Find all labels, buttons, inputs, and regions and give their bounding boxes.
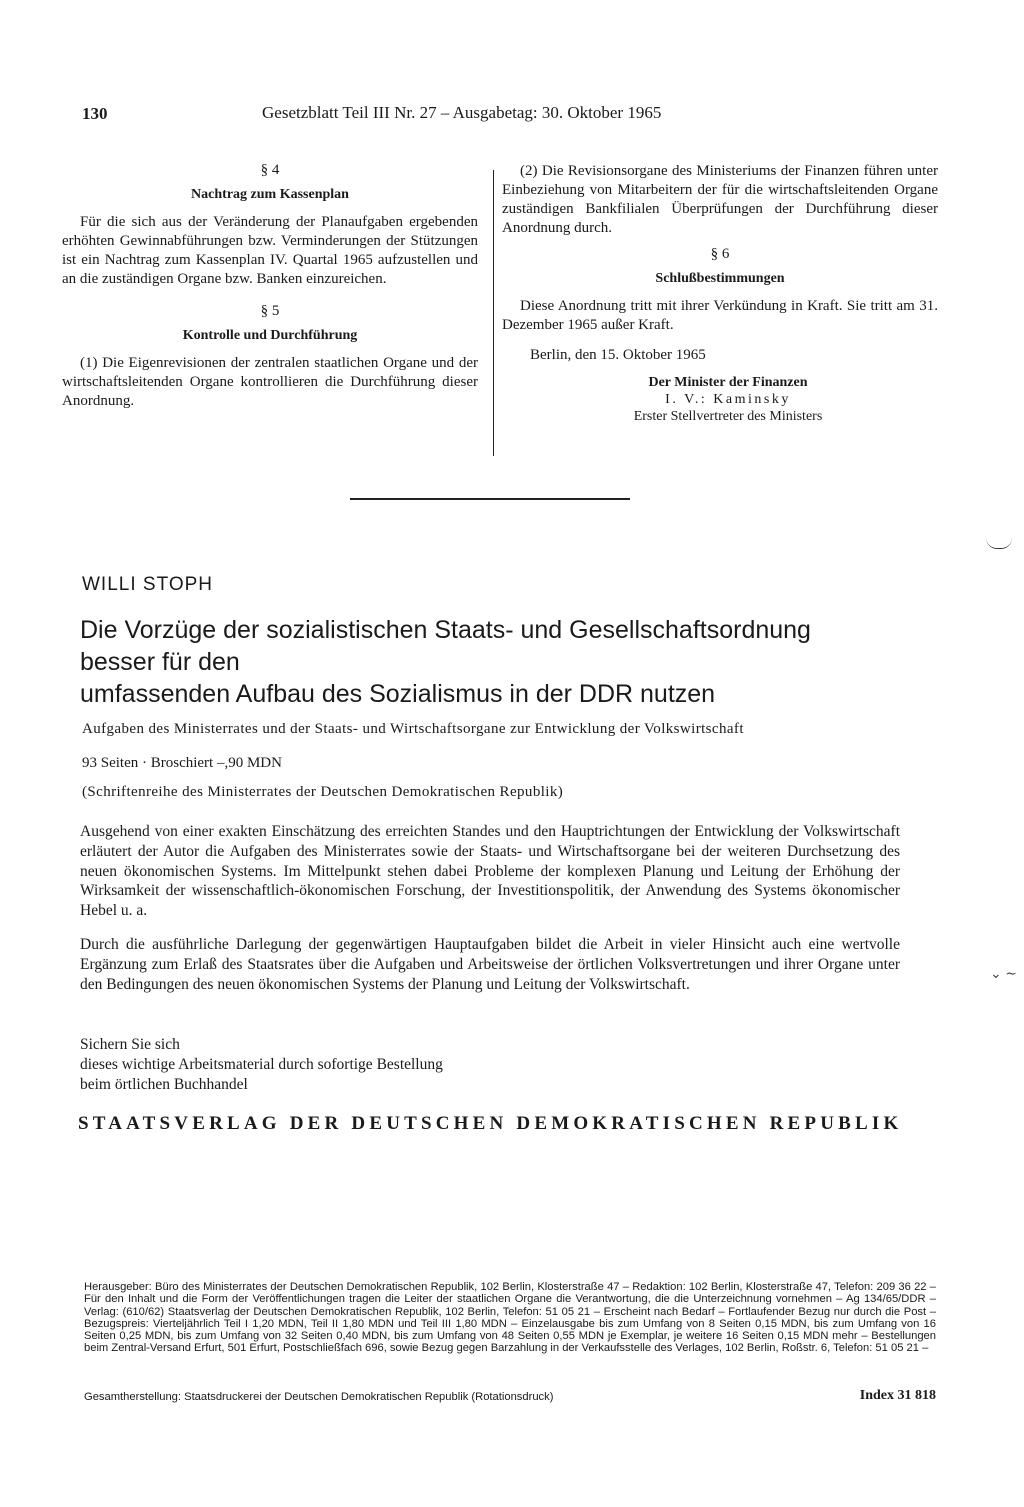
- signature-role: Erster Stellvertreter des Ministers: [633, 409, 823, 424]
- ad-author: WILLI STOPH: [82, 574, 214, 595]
- section-4-title: Nachtrag zum Kassenplan: [191, 187, 349, 202]
- ad-title-line: besser für den: [80, 648, 240, 676]
- ad-order-line: beim örtlichen Buchhandel: [80, 1076, 248, 1093]
- section-5-text: (1) Die Eigenrevisionen der zentralen staatlichen Organe und der wirtschaftsleitenden Organe kontrollieren die Durchführung dieser Anordnung.: [62, 355, 478, 409]
- margin-mark: ⌄ ∼: [990, 967, 1017, 982]
- ad-title: [80, 614, 940, 710]
- ad-pages-price: 93 Seiten · Broschiert –,90 MDN: [82, 755, 282, 771]
- signature-block: [518, 374, 938, 425]
- imprint-text: Herausgeber: Büro des Ministerrates der Deutschen Demokratischen Republik, 102 Berlin, Klosterstraße 47 – Redaktion: 102 Berlin, Klosterstraße 47, Telefon: 209 36 22 – Für den Inhalt und die Form der Veröffentlichungen tragen die Leiter der staatlichen Organe die Verantwortung, die die Unterzeichnung vornehmen – Ag 134/65/DDR – Verlag: (610/62) Staatsverlag der Deutschen Demokratischen Republik, 102 Berlin, Telefon: 51 05 21 – Erscheint nach Bedarf – Fortlaufender Bezug nur durch die Post – Bezugspreis: Vierteljährlich Teil I 1,20 MDN, Teil II 1,80 MDN und Teil III 1,80 MDN – Einzelausgabe bis zum Umfang von 8 Seiten 0,15 MDN, bis zum Umfang von 16 Seiten 0,25 MDN, bis zum Umfang von 32 Seiten 0,40 MDN, bis zum Umfang von 48 Seiten 0,55 MDN je Exemplar, je weitere 16 Seiten 0,15 MDN mehr – Bestellungen beim Zentral-Versand Erfurt, 501 Erfurt, Postschließfach 696, sowie Bezug gegen Barzahlung in der Verkaufsstelle des Verlages, 102 Berlin, Roßstr. 6, Telefon: 51 05 21 –: [84, 1281, 936, 1355]
- signature-org: Der Minister der Finanzen: [648, 375, 808, 390]
- section-4-sign: § 4: [260, 162, 280, 178]
- index-number: Index 31 818: [859, 1388, 936, 1403]
- section-4-text: Für die sich aus der Veränderung der Planaufgaben ergebenden erhöhten Gewinnabführungen bzw. Verminderungen der Stützungen ist ein Nachtrag zum Kassenplan IV. Quartal 1965 aufzustellen und an die zuständigen Organe bzw. Banken einzureichen.: [62, 214, 478, 287]
- column-divider: [493, 170, 494, 456]
- ad-order-line: dieses wichtige Arbeitsmaterial durch sofortige Bestellung: [80, 1056, 443, 1073]
- ad-description: Durch die ausführliche Darlegung der gegenwärtigen Hauptaufgaben bildet die Arbeit in vieler Hinsicht auch eine wertvolle Ergänzung zum Erlaß des Staatsrates über die Aufgaben und Arbeitsweise der örtlichen Volksvertretungen und ihrer Organe unter den Bedingungen des neuen ökonomischen Systems der Planung und Leitung der Volkswirtschaft.: [80, 936, 900, 993]
- margin-mark: [986, 538, 1012, 549]
- section-6-sign: § 6: [710, 246, 730, 262]
- section-6-text: Diese Anordnung tritt mit ihrer Verkündung in Kraft. Sie tritt am 31. Dezember 1965 außer Kraft.: [502, 298, 938, 333]
- ad-subtitle: Aufgaben des Ministerrates und der Staats- und Wirtschaftsorgane zur Entwicklung der Volkswirtschaft: [82, 721, 744, 737]
- section-separator: [350, 498, 630, 500]
- section-5-title: Kontrolle und Durchführung: [182, 328, 358, 343]
- section-6-title: Schlußbestimmungen: [655, 271, 785, 286]
- ad-order-note: [80, 1035, 443, 1095]
- signature-name: I. V.: Kaminsky: [665, 392, 791, 407]
- section-5-paragraph-2: (2) Die Revisionsorgane des Ministeriums der Finanzen führen unter Einbeziehung von Mitarbeitern der für die wirtschaftsleitenden Organe zuständigen Bankfilialen Überprüfungen der Durchführung dieser Anordnung durch.: [502, 163, 938, 236]
- ad-title-line: umfassenden Aufbau des Sozialismus in der DDR nutzen: [80, 680, 716, 708]
- ad-order-line: Sichern Sie sich: [80, 1036, 180, 1053]
- printer-line: Gesamtherstellung: Staatsdruckerei der Deutschen Demokratischen Republik (Rotationsdruck): [84, 1391, 554, 1403]
- section-5-sign: § 5: [260, 303, 280, 319]
- place-date: Berlin, den 15. Oktober 1965: [530, 347, 706, 363]
- right-column: [502, 162, 938, 425]
- imprint-footer: [84, 1388, 936, 1404]
- ad-description: Ausgehend von einer exakten Einschätzung des erreichten Standes und den Hauptrichtungen der Entwicklung der Volkswirtschaft erläutert der Autor die Aufgaben des Ministerrates sowie der Staats- und Wirtschaftsorgane bei der weiteren Durchsetzung des neuen ökonomischen Systems. Im Mittelpunkt stehen dabei Probleme der komplexen Planung und Leitung der Erhöhung der Wirksamkeit der wissenschaftlich-ökonomischen Forschung, der Investitionspolitik, der Anwendung des Systems ökonomischer Hebel u. a.: [80, 823, 900, 920]
- running-head: Gesetzblatt Teil III Nr. 27 – Ausgabetag: 30. Oktober 1965: [262, 103, 662, 122]
- left-column: [62, 162, 478, 411]
- publisher-name: STAATSVERLAG DER DEUTSCHEN DEMOKRATISCHEN REPUBLIK: [78, 1113, 903, 1134]
- ad-title-line: Die Vorzüge der sozialistischen Staats- und Gesellschaftsordnung: [80, 616, 811, 644]
- ad-series: (Schriftenreihe des Ministerrates der Deutschen Demokratischen Republik): [82, 784, 564, 800]
- page-number: 130: [82, 104, 108, 123]
